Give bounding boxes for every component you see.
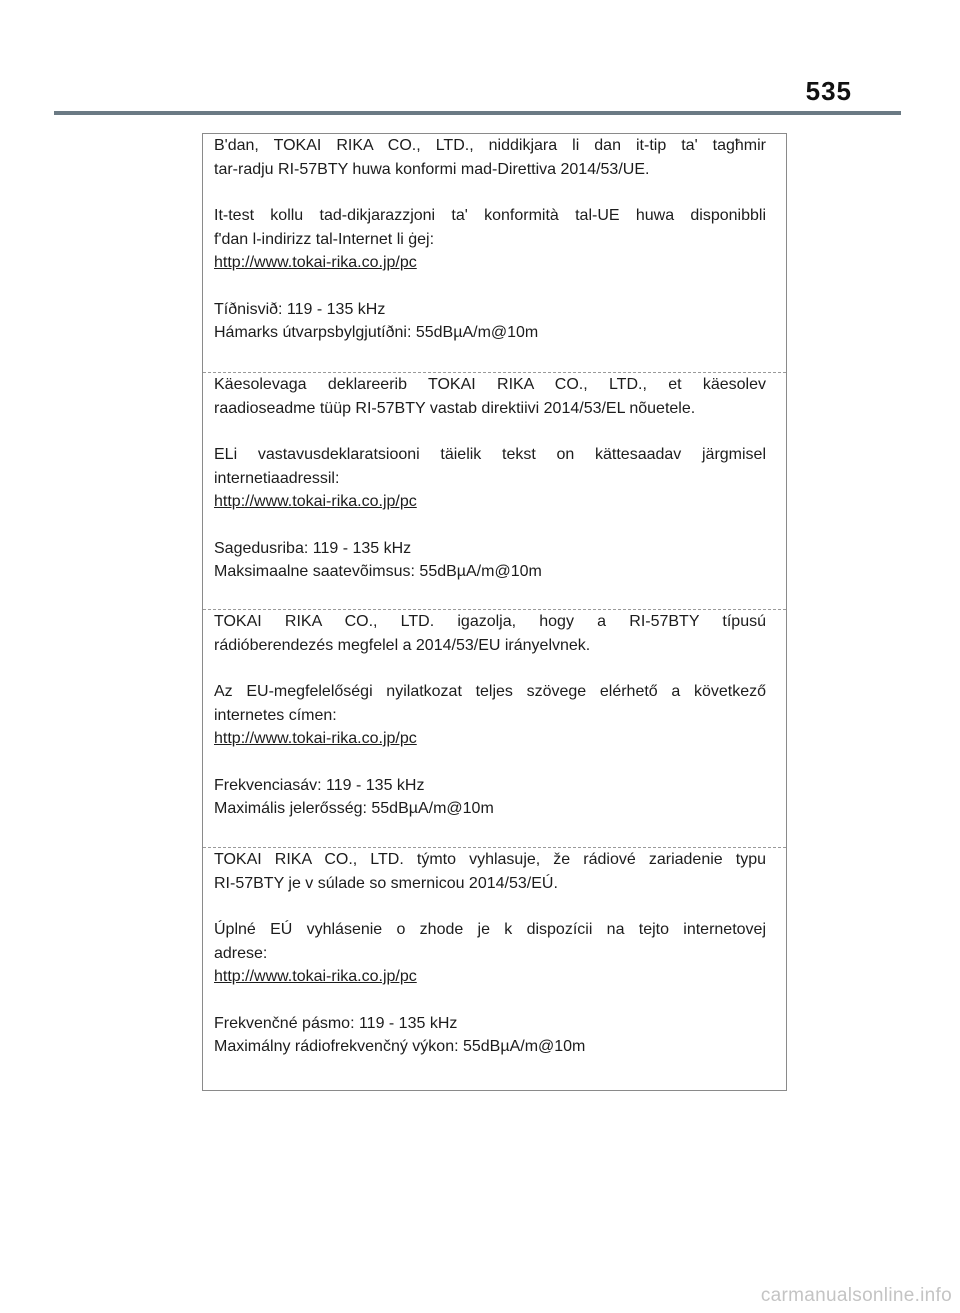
declaration-section-slovak	[203, 847, 786, 1092]
availability-line-2: adrese:	[214, 944, 268, 962]
availability-line-2: internetes címen:	[214, 706, 337, 724]
availability-line-2: f'dan l-indirizz tal-Internet li ġej:	[214, 230, 435, 248]
max-power: Maximálny rádiofrekvenčný výkon: 55dBµA/m@10m	[214, 1038, 586, 1055]
intro-line-2: tar-radju RI-57BTY huwa konformi mad-Direttiva 2014/53/UE.	[214, 160, 650, 178]
declaration-url-link[interactable]: http://www.tokai-rika.co.jp/pc	[214, 254, 417, 271]
availability-line-1: Az EU-megfelelőségi nyilatkozat teljes szövege elérhető a következő	[214, 683, 766, 700]
intro-line-2: raadioseadme tüüp RI-57BTY vastab direktiivi 2014/53/EL nõuetele.	[214, 399, 696, 417]
availability-line-1: It-test kollu tad-dikjarazzjoni ta' konformità tal-UE huwa disponibbli	[214, 207, 766, 224]
frequency-band: Tíðnisvið: 119 - 135 kHz	[214, 300, 386, 318]
intro-line-2: rádióberendezés megfelel a 2014/53/EU irányelvnek.	[214, 636, 591, 654]
frequency-band: Frekvenčné pásmo: 119 - 135 kHz	[214, 1014, 458, 1032]
intro-line-2: RI-57BTY je v súlade so smernicou 2014/53/EÚ.	[214, 874, 558, 892]
frequency-band: Sagedusriba: 119 - 135 kHz	[214, 539, 412, 557]
header-rule	[54, 111, 901, 115]
declaration-url-link[interactable]: http://www.tokai-rika.co.jp/pc	[214, 968, 417, 985]
declaration-section-hungarian	[203, 609, 786, 847]
max-power: Hámarks útvarpsbylgjutíðni: 55dBµA/m@10m	[214, 324, 539, 341]
declaration-section-estonian	[203, 372, 786, 609]
intro-line-1: TOKAI RIKA CO., LTD. igazolja, hogy a RI-57BTY típusú	[214, 613, 766, 630]
intro-line-1: B'dan, TOKAI RIKA CO., LTD., niddikjara li dan it-tip ta' tagħmir	[214, 137, 766, 154]
frequency-band: Frekvenciasáv: 119 - 135 kHz	[214, 776, 425, 794]
declaration-section-maltese	[203, 134, 786, 372]
declaration-url-link[interactable]: http://www.tokai-rika.co.jp/pc	[214, 493, 417, 510]
availability-line-1: Úplné EÚ vyhlásenie o zhode je k dispozícii na tejto internetovej	[214, 921, 766, 938]
max-power: Maksimaalne saatevõimsus: 55dBµA/m@10m	[214, 563, 542, 580]
max-power: Maximális jelerősség: 55dBµA/m@10m	[214, 800, 494, 817]
availability-line-1: ELi vastavusdeklaratsiooni täielik tekst on kättesaadav järgmisel	[214, 446, 766, 463]
page-number: 535	[805, 76, 852, 106]
declaration-table	[202, 133, 787, 1091]
availability-line-2: internetiaadressil:	[214, 469, 340, 487]
intro-line-1: TOKAI RIKA CO., LTD. týmto vyhlasuje, že rádiové zariadenie typu	[214, 851, 766, 868]
declaration-url-link[interactable]: http://www.tokai-rika.co.jp/pc	[214, 730, 417, 747]
watermark-brand: carmanualsonline.info	[760, 1285, 952, 1306]
intro-line-1: Käesolevaga deklareerib TOKAI RIKA CO., LTD., et käesolev	[214, 376, 766, 393]
